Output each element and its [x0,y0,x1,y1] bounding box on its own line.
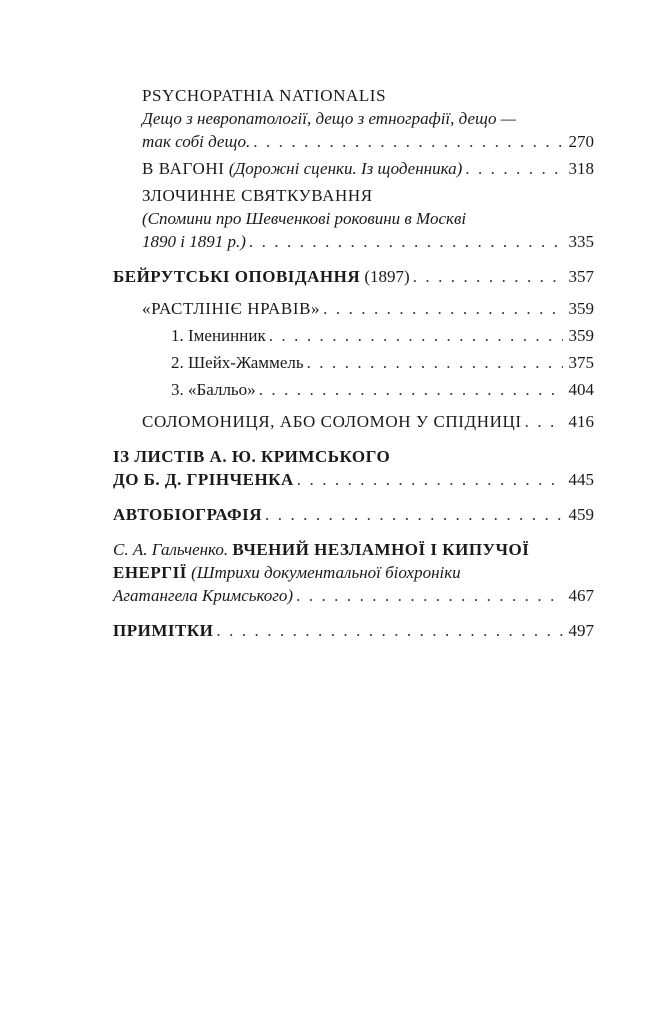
toc-entry-ballio[interactable] [113,378,594,401]
toc-entry-title: 2. Шейх-Жаммель [171,353,304,372]
toc-entry-leader-line [113,619,594,642]
toc-entry-subtitle: Дещо з невропатології, дещо з етнографії, дещо — [142,109,516,128]
dot-leader [296,584,563,607]
toc-entry-leader-line [113,468,594,491]
toc-entry-author: С. А. Гальченко. [113,540,229,559]
toc-entry-sheikh[interactable] [113,351,594,374]
toc-page-number: 404 [568,380,594,399]
dot-leader [269,324,563,347]
toc-page-number: 497 [568,621,594,640]
toc-entry-title: АВТОБІОГРАФІЯ [113,505,263,524]
toc-page-number: 335 [568,232,594,251]
toc-entry-leader-line [113,584,594,607]
toc-page-number: 359 [568,326,594,345]
toc-entry-title: В ВАГОНІ [142,159,225,178]
toc-entry-avtobiohrafia[interactable] [113,503,594,526]
toc-entry-beirut[interactable] [113,265,594,288]
dot-leader [413,265,563,288]
toc-entry-title-group [113,265,410,288]
toc-page-number: 270 [568,132,594,151]
toc-entry-title: «РАСТЛІНІЄ НРАВІВ» [142,299,321,318]
dot-leader [249,230,563,253]
toc-entry-subtitle: так собі дещо. [142,132,251,151]
toc-entry-leader-line [171,324,594,347]
toc-entry-title: ЗЛОЧИННЕ СВЯТКУВАННЯ [142,186,373,205]
toc-entry-title-group [142,157,462,180]
toc-page-number: 416 [568,412,594,431]
toc-page-number: 357 [568,267,594,286]
toc-entry-solomonytsia[interactable] [113,410,594,433]
toc-entry-psychopathia[interactable] [113,84,594,153]
toc-entry-leader-line [142,157,594,180]
toc-entry-leader-line [113,503,594,526]
toc-entry-title: ПРИМІТКИ [113,621,214,640]
toc-entry-halchenko[interactable] [113,538,594,607]
toc-entry-title: ІЗ ЛИСТІВ А. Ю. КРИМСЬКОГО [113,447,391,466]
toc-page-number: 459 [568,505,594,524]
toc-page-number: 318 [568,159,594,178]
toc-entry-leader-line [142,297,594,320]
toc-entry-title: БЕЙРУТСЬКІ ОПОВІДАННЯ [113,267,361,286]
toc-entry-leader-line [142,130,594,153]
toc-entry-title: ЕНЕРГІЇ [113,563,187,582]
toc-entry-title: 3. «Балльо» [171,380,256,399]
toc-entry-lysty[interactable] [113,445,594,491]
toc-entry-subtitle: (Штрихи документальної біохроніки [191,563,461,582]
toc-entry-leader-line [171,378,594,401]
toc-page-number: 359 [568,299,594,318]
toc-page-number: 467 [568,586,594,605]
toc-entry-subtitle: (Дорожні сценки. Із щоденника) [228,159,463,178]
toc-entry-prymitky[interactable] [113,619,594,642]
dot-leader [525,410,563,433]
dot-leader [265,503,563,526]
toc-entry-title: 1. Іменинник [171,326,266,345]
dot-leader [253,130,563,153]
toc-entry-subtitle: Агатангела Кримського) [113,586,294,605]
toc-entry-year: (1897) [364,267,410,286]
toc-page-number: 375 [568,353,594,372]
toc-entry-title: PSYCHOPATHIA NATIONALIS [142,86,387,105]
dot-leader [216,619,563,642]
toc-entry-leader-line [113,265,594,288]
toc-page-number: 445 [568,470,594,489]
toc-entry-subtitle: (Спомини про Шевченкові роковини в Москві [142,209,467,228]
toc-entry-subtitle: 1890 і 1891 р.) [142,232,246,251]
toc-entry-leader-line [142,410,594,433]
toc-entry-title: СОЛОМОНИЦЯ, АБО СОЛОМОН У СПІДНИЦІ [142,412,522,431]
toc-entry-rastlinie[interactable] [113,297,594,320]
toc-entry-zlochynne[interactable] [113,184,594,253]
toc-entry-imenynnyk[interactable] [113,324,594,347]
table-of-contents [113,84,594,642]
toc-entry-v-vagoni[interactable] [113,157,594,180]
toc-entry-title: ВЧЕНИЙ НЕЗЛАМНОЇ І КИПУЧОЇ [232,540,530,559]
toc-entry-leader-line [171,351,594,374]
dot-leader [297,468,563,491]
toc-entry-title: ДО Б. Д. ГРІНЧЕНКА [113,470,294,489]
toc-entry-leader-line [142,230,594,253]
dot-leader [307,351,563,374]
dot-leader [259,378,563,401]
dot-leader [323,297,563,320]
dot-leader [465,157,563,180]
